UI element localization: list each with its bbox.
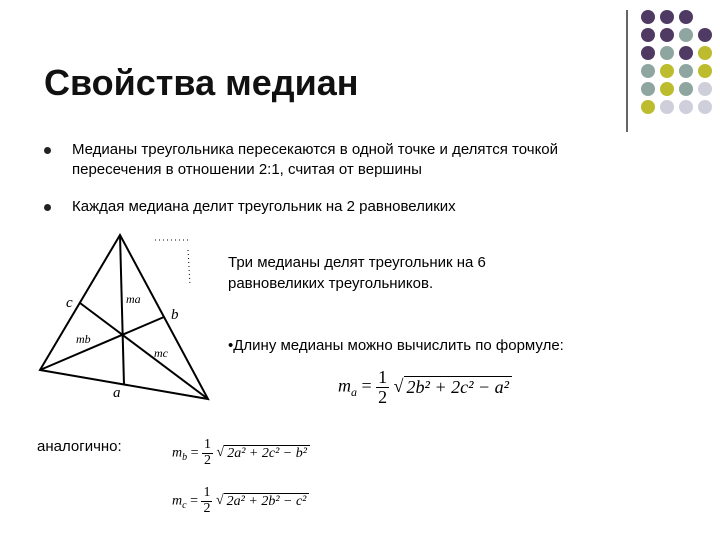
decor-dot <box>660 64 674 78</box>
bullet-text: Медианы треугольника пересекаются в одной точке и делятся точкой пересечения в отношении 2:1, считая от вершины <box>72 141 559 178</box>
median-mc <box>80 303 208 399</box>
decor-dot <box>679 28 693 42</box>
decor-dot <box>660 46 674 60</box>
decor-dot <box>641 82 655 96</box>
formula-den: 2 <box>378 386 388 407</box>
decor-dot <box>698 28 712 42</box>
decor-dot <box>641 100 655 114</box>
label-ma: ma <box>126 292 141 306</box>
decor-dot <box>698 100 712 114</box>
formula-lhs: m <box>172 445 183 461</box>
formula-mc: $m_c$ = $\frac{1}{2}$ √ 2a² + 2b² − c² <box>172 486 309 516</box>
bullet-text: Каждая медиана делит треугольник на 2 равновеликих <box>72 198 456 215</box>
formula-num: 1 <box>203 485 211 500</box>
formula-radicand: 2b² + 2c² − a² <box>404 376 512 398</box>
decor-dot <box>641 28 655 42</box>
formula-ma: $m_a$ = $\frac{1}{2}$ √ 2b² + 2c² − a² <box>338 368 512 407</box>
decor-dot <box>660 10 674 24</box>
label-mc: mc <box>154 346 168 360</box>
decor-dot <box>679 82 693 96</box>
bullet-item-1 <box>44 140 604 184</box>
median-ma <box>120 235 124 385</box>
decor-dot <box>660 82 674 96</box>
decor-dot <box>641 64 655 78</box>
decor-dot <box>679 46 693 60</box>
page-title: Свойства медиан <box>44 62 359 103</box>
formula-den: 2 <box>203 500 211 516</box>
bullet-item-2 <box>44 197 604 219</box>
formula-intro: •Длину медианы можно вычислить по формуле: <box>228 337 564 354</box>
formula-num: 1 <box>378 367 388 387</box>
formula-num: 1 <box>204 437 212 452</box>
decor-vertical-line <box>626 10 628 132</box>
label-a: a <box>113 385 121 401</box>
decor-dot <box>660 28 674 42</box>
bullet-dot <box>44 204 51 211</box>
formula-mb: $m_b$ = $\frac{1}{2}$ √ 2a² + 2c² − b² <box>172 438 310 468</box>
label-b: b <box>171 307 179 323</box>
formula-lhs: m <box>172 493 183 509</box>
decor-dot <box>698 46 712 60</box>
formula-den: 2 <box>204 452 212 468</box>
dotted-guide <box>188 250 190 285</box>
analog-label: аналогично: <box>37 438 122 455</box>
formula-radicand: 2a² + 2b² − c² <box>224 493 310 510</box>
decor-dot <box>698 82 712 96</box>
six-triangles-note: Три медианы делят треугольник на 6 равновеликих треугольников. <box>228 254 486 292</box>
formula-lhs: m <box>338 375 351 396</box>
median-mb <box>40 317 164 370</box>
bullet-dot <box>44 147 51 154</box>
formula-sub: c <box>182 500 187 512</box>
decor-dot <box>660 100 674 114</box>
label-c: c <box>66 295 73 311</box>
formula-sub: b <box>182 452 188 464</box>
formula-sub: a <box>351 385 357 400</box>
decor-dot <box>641 10 655 24</box>
triangle-medians-figure <box>30 225 220 410</box>
decor-dot <box>641 46 655 60</box>
decor-dot <box>698 64 712 78</box>
label-mb: mb <box>76 332 91 346</box>
formula-radicand: 2a² + 2c² − b² <box>224 445 310 462</box>
decor-dot <box>679 100 693 114</box>
decor-dot <box>679 10 693 24</box>
decor-dot <box>679 64 693 78</box>
